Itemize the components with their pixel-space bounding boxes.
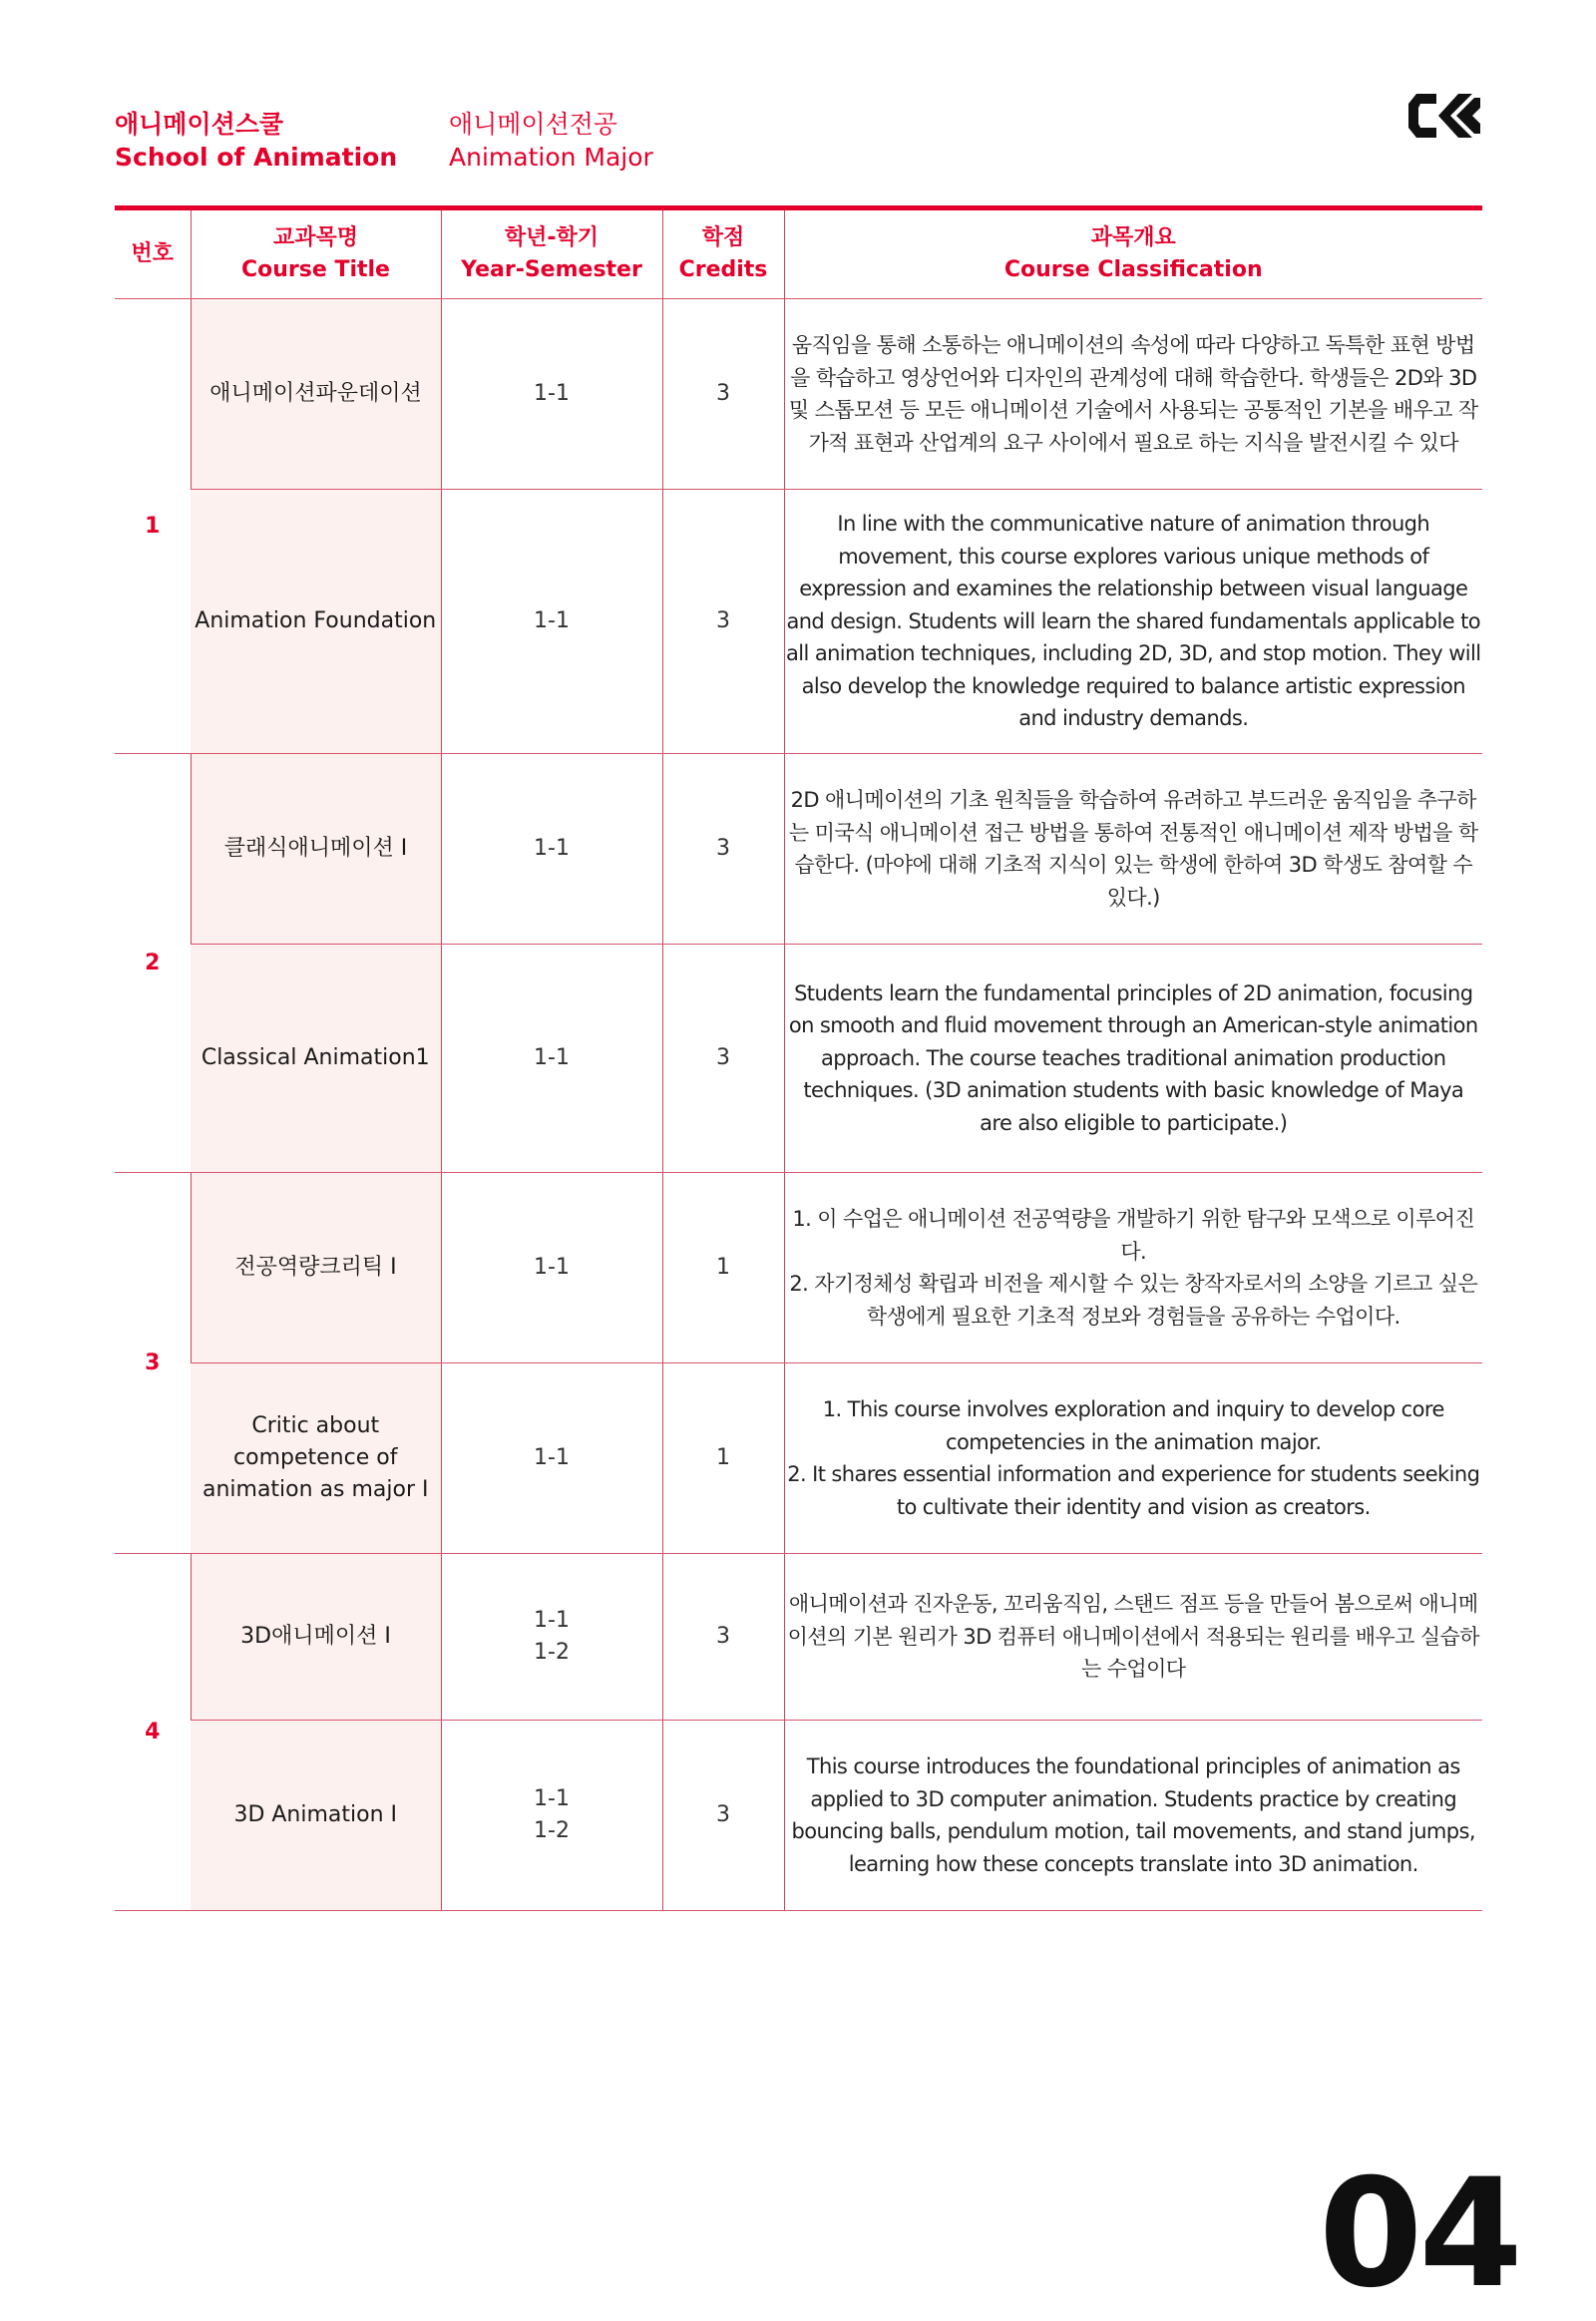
col-header-year-semester: 학년-학기 Year-Semester [441,210,662,299]
row-number: 2 [115,754,191,1173]
year-semester-value: 1-1 [534,608,570,633]
course-description: 1. 이 수업은 애니메이션 전공역량을 개발하기 위한 탐구와 모색으로 이루어진다. 2. 자기정체성 확립과 비전을 제시할 수 있는 창작자로서의 소양을 기르고 싶은 학생에게 필요한 기초적 정보와 경험들을 공유하는 수업이다. [784,1173,1482,1363]
year-semester [441,1363,662,1554]
table-row [115,754,1482,945]
year-semester-value: 1-1 [534,1786,570,1811]
year-semester [441,754,662,945]
credits: 3 [662,299,784,490]
course-title: 3D Animation I [191,1721,441,1911]
course-description: In line with the communicative nature of animation through movement, this course explores various unique methods of expression and examines the relationship between visual language and design. Students will learn the shared fundamentals applicable to all animation techniques, including 2D, 3D, and stop motion. They will also develop the knowledge required to balance artistic expression and industry demands. [784,490,1482,754]
major-name-en: Animation Major [449,143,653,172]
year-semester-value: 1-1 [534,381,570,406]
credits: 1 [662,1173,784,1363]
col-header-number: 번호 [115,210,191,299]
course-title: Animation Foundation [191,490,441,754]
major-name [449,108,653,174]
table-body [115,299,1482,1911]
school-name [115,108,397,174]
course-description: Students learn the fundamental principles of 2D animation, focusing on smooth and fluid movement through an American-style animation approach. The course teaches traditional animation production techniques. (3D animation students with basic knowledge of Maya are also eligible to participate.) [784,945,1482,1173]
table-row [115,1554,1482,1721]
year-semester-value: 1-2 [534,1640,570,1665]
table-row [115,1363,1482,1554]
credits: 3 [662,754,784,945]
course-description: 애니메이션과 진자운동, 꼬리움직임, 스탠드 점프 등을 만들어 봄으로써 애니메이션의 기본 원리가 3D 컴퓨터 애니메이션에서 적용되는 원리를 배우고 실습하는 수업이다 [784,1554,1482,1721]
course-table [115,210,1482,1911]
course-description: 움직임을 통해 소통하는 애니메이션의 속성에 따라 다양하고 독특한 표현 방법을 학습하고 영상언어와 디자인의 관계성에 대해 학습한다. 학생들은 2D와 3D 및 스톱모션 등 모든 애니메이션 기술에서 사용되는 공통적인 기본을 배우고 작가적 표현과 산업계의 요구 사이에서 필요로 하는 지식을 발전시킬 수 있다 [784,299,1482,490]
course-title: 전공역량크리틱 I [191,1173,441,1363]
year-semester [441,299,662,490]
table-header [115,210,1482,299]
table-row [115,490,1482,754]
course-description: 2D 애니메이션의 기초 원칙들을 학습하여 유려하고 부드러운 움직임을 추구하는 미국식 애니메이션 접근 방법을 통하여 전통적인 애니메이션 제작 방법을 학습한다. (마야에 대해 기초적 지식이 있는 학생에 한하여 3D 학생도 참여할 수 있다.) [784,754,1482,945]
major-name-ko: 애니메이션전공 [449,110,618,139]
col-header-course-title: 교과목명 Course Title [191,210,441,299]
col-header-classification: 과목개요 Course Classification [784,210,1482,299]
school-name-en: School of Animation [115,143,398,172]
table-row [115,945,1482,1173]
course-title: 3D애니메이션 I [191,1554,441,1721]
row-number: 4 [115,1554,191,1911]
course-title: Classical Animation1 [191,945,441,1173]
table-row [115,1173,1482,1363]
table-row [115,299,1482,490]
credits: 3 [662,490,784,754]
year-semester-value: 1-2 [534,1818,570,1843]
row-number: 3 [115,1173,191,1554]
course-title: Critic about competence of animation as major I [191,1363,441,1554]
year-semester-value: 1-1 [534,1445,570,1470]
year-semester-value: 1-1 [534,1045,570,1070]
year-semester [441,1554,662,1721]
credits: 1 [662,1363,784,1554]
page-header [115,108,1481,178]
school-name-ko: 애니메이션스쿨 [115,110,284,139]
year-semester [441,1173,662,1363]
credits: 3 [662,945,784,1173]
row-number: 1 [115,299,191,754]
year-semester [441,1721,662,1911]
year-semester [441,490,662,754]
credits: 3 [662,1721,784,1911]
credits: 3 [662,1554,784,1721]
page-number: 04 [1319,2147,1519,2321]
year-semester [441,945,662,1173]
ck-logo-icon [1406,90,1481,142]
course-description: 1. This course involves exploration and inquiry to develop core competencies in the animation major. 2. It shares essential information and experience for students seeking to cultivate their identity and vision as creators. [784,1363,1482,1554]
table-row [115,1721,1482,1911]
year-semester-value: 1-1 [534,1255,570,1280]
course-description: This course introduces the foundational principles of animation as applied to 3D computer animation. Students practice by creating bouncing balls, pendulum motion, tail movements, and stand jumps, learning how these concepts translate into 3D animation. [784,1721,1482,1911]
year-semester-value: 1-1 [534,836,570,861]
course-title: 애니메이션파운데이션 [191,299,441,490]
year-semester-value: 1-1 [534,1608,570,1633]
col-header-credits: 학점 Credits [662,210,784,299]
course-title: 클래식애니메이션 I [191,754,441,945]
